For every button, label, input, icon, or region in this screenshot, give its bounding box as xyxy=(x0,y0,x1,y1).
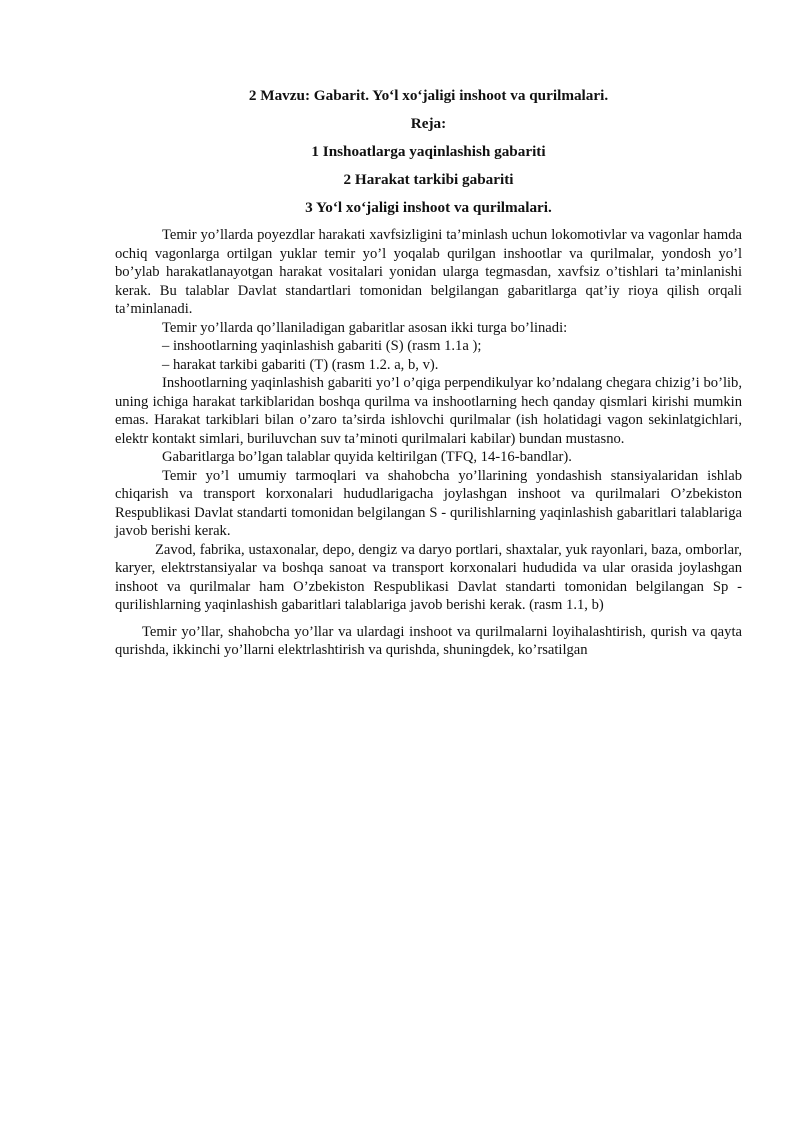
document-body xyxy=(115,226,742,660)
paragraph-requirements: Gabaritlarga bo’lgan talablar quyida keltirilgan (TFQ, 14-16-bandlar). xyxy=(162,449,572,465)
paragraph-gabarit-types: Temir yo’llarda qo’llaniladigan gabaritlar asosan ikki turga bo’linadi: xyxy=(162,319,568,336)
paragraph-safety-intro: Temir yo’llarda poyezdlar harakati xavfsizligini ta’minlash uchun lokomotivlar va vagonlar hamda ochiq vagonlarga ortilgan yuklar temir yo’l yoqalab qurilgan inshootlar va qurilmalar, yondosh yo’l bo’ylab harakatlanayotgan harakat vositalari yonidan ularga tegmasdan, xavfsiz o’tishlari ta’minlanishi kerak. Bu talablar Davlat standartlari tomonidan belgilangan gabaritlarga qat’iy rioya qilish orqali ta’minlanadi. xyxy=(115,227,742,317)
topic-title: 2 Mavzu: Gabarit. Yo‘l xo‘jaligi inshoot va qurilmalari. xyxy=(248,87,609,104)
document-page xyxy=(115,86,742,660)
plan-item-1: 1 Inshoatlarga yaqinlashish gabariti xyxy=(311,143,546,160)
paragraph-approach-gabarit: Inshootlarning yaqinlashish gabariti yo’l o’qiga perpendikulyar ko’ndalang chegara chizig’i bo’lib, uning ichiga harakat tarkiblaridan boshqa qurilma va inshootlarning hech qanday qismlari kirishi mumkin emas. Harakat tarkiblari bilan o’zaro ta’sirda ishlovchi qurilmalar (ish holatidagi vagon sekinlatgichlari, elektr kontakt simlari, buriluvchan suv ta’minoti qurilmalari kabilar) bundan mustasno. xyxy=(115,375,742,447)
list-item-structures-gabarit: – inshootlarning yaqinlashish gabariti (S) (rasm 1.1a ); xyxy=(162,338,482,354)
plan-item-2: 2 Harakat tarkibi gabariti xyxy=(343,171,514,188)
paragraph-design: Temir yo’llar, shahobcha yo’llar va ulardagi inshoot va qurilmalarni loyihalashtirish, qurish va qayta qurishda, ikkinchi yo’llarni elektrlashtirish va qurishda, shuningdek, ko’rsatilgan xyxy=(115,623,742,658)
list-item-rolling-stock-gabarit: – harakat tarkibi gabariti (T) (rasm 1.2. a, b, v). xyxy=(162,356,439,373)
plan-title: Reja: xyxy=(410,115,447,132)
plan-item-3: 3 Yo‘l xo‘jaligi inshoot va qurilmalari. xyxy=(305,199,552,216)
paragraph-general-network: Temir yo’l umumiy tarmoqlari va shahobcha yo’llarining yondashish stansiyalaridan ishlab chiqarish va transport korxonalari hududlarigacha joylashgan inshoot va qurilmalari O’zbekiston Respublikasi Davlat standarti tomonidan belgilangan S - qurilishlarning yaqinlashish gabaritlari talablariga javob berishi kerak. xyxy=(115,467,742,539)
paragraph-industrial: Zavod, fabrika, ustaxonalar, depo, dengiz va daryo portlari, shaxtalar, yuk rayonlari, baza, omborlar, karyer, elektrstansiyalar va boshqa sanoat va transport korxonalari hududida va ular orasida joylashgan inshoot va qurilmalar ham O’zbekiston Respublikasi Davlat standarti tomonidan belgilangan Sp - qurilishlarning yaqinlashish gabaritlari talablariga javob berishi kerak. (rasm 1.1, b) xyxy=(115,541,742,613)
